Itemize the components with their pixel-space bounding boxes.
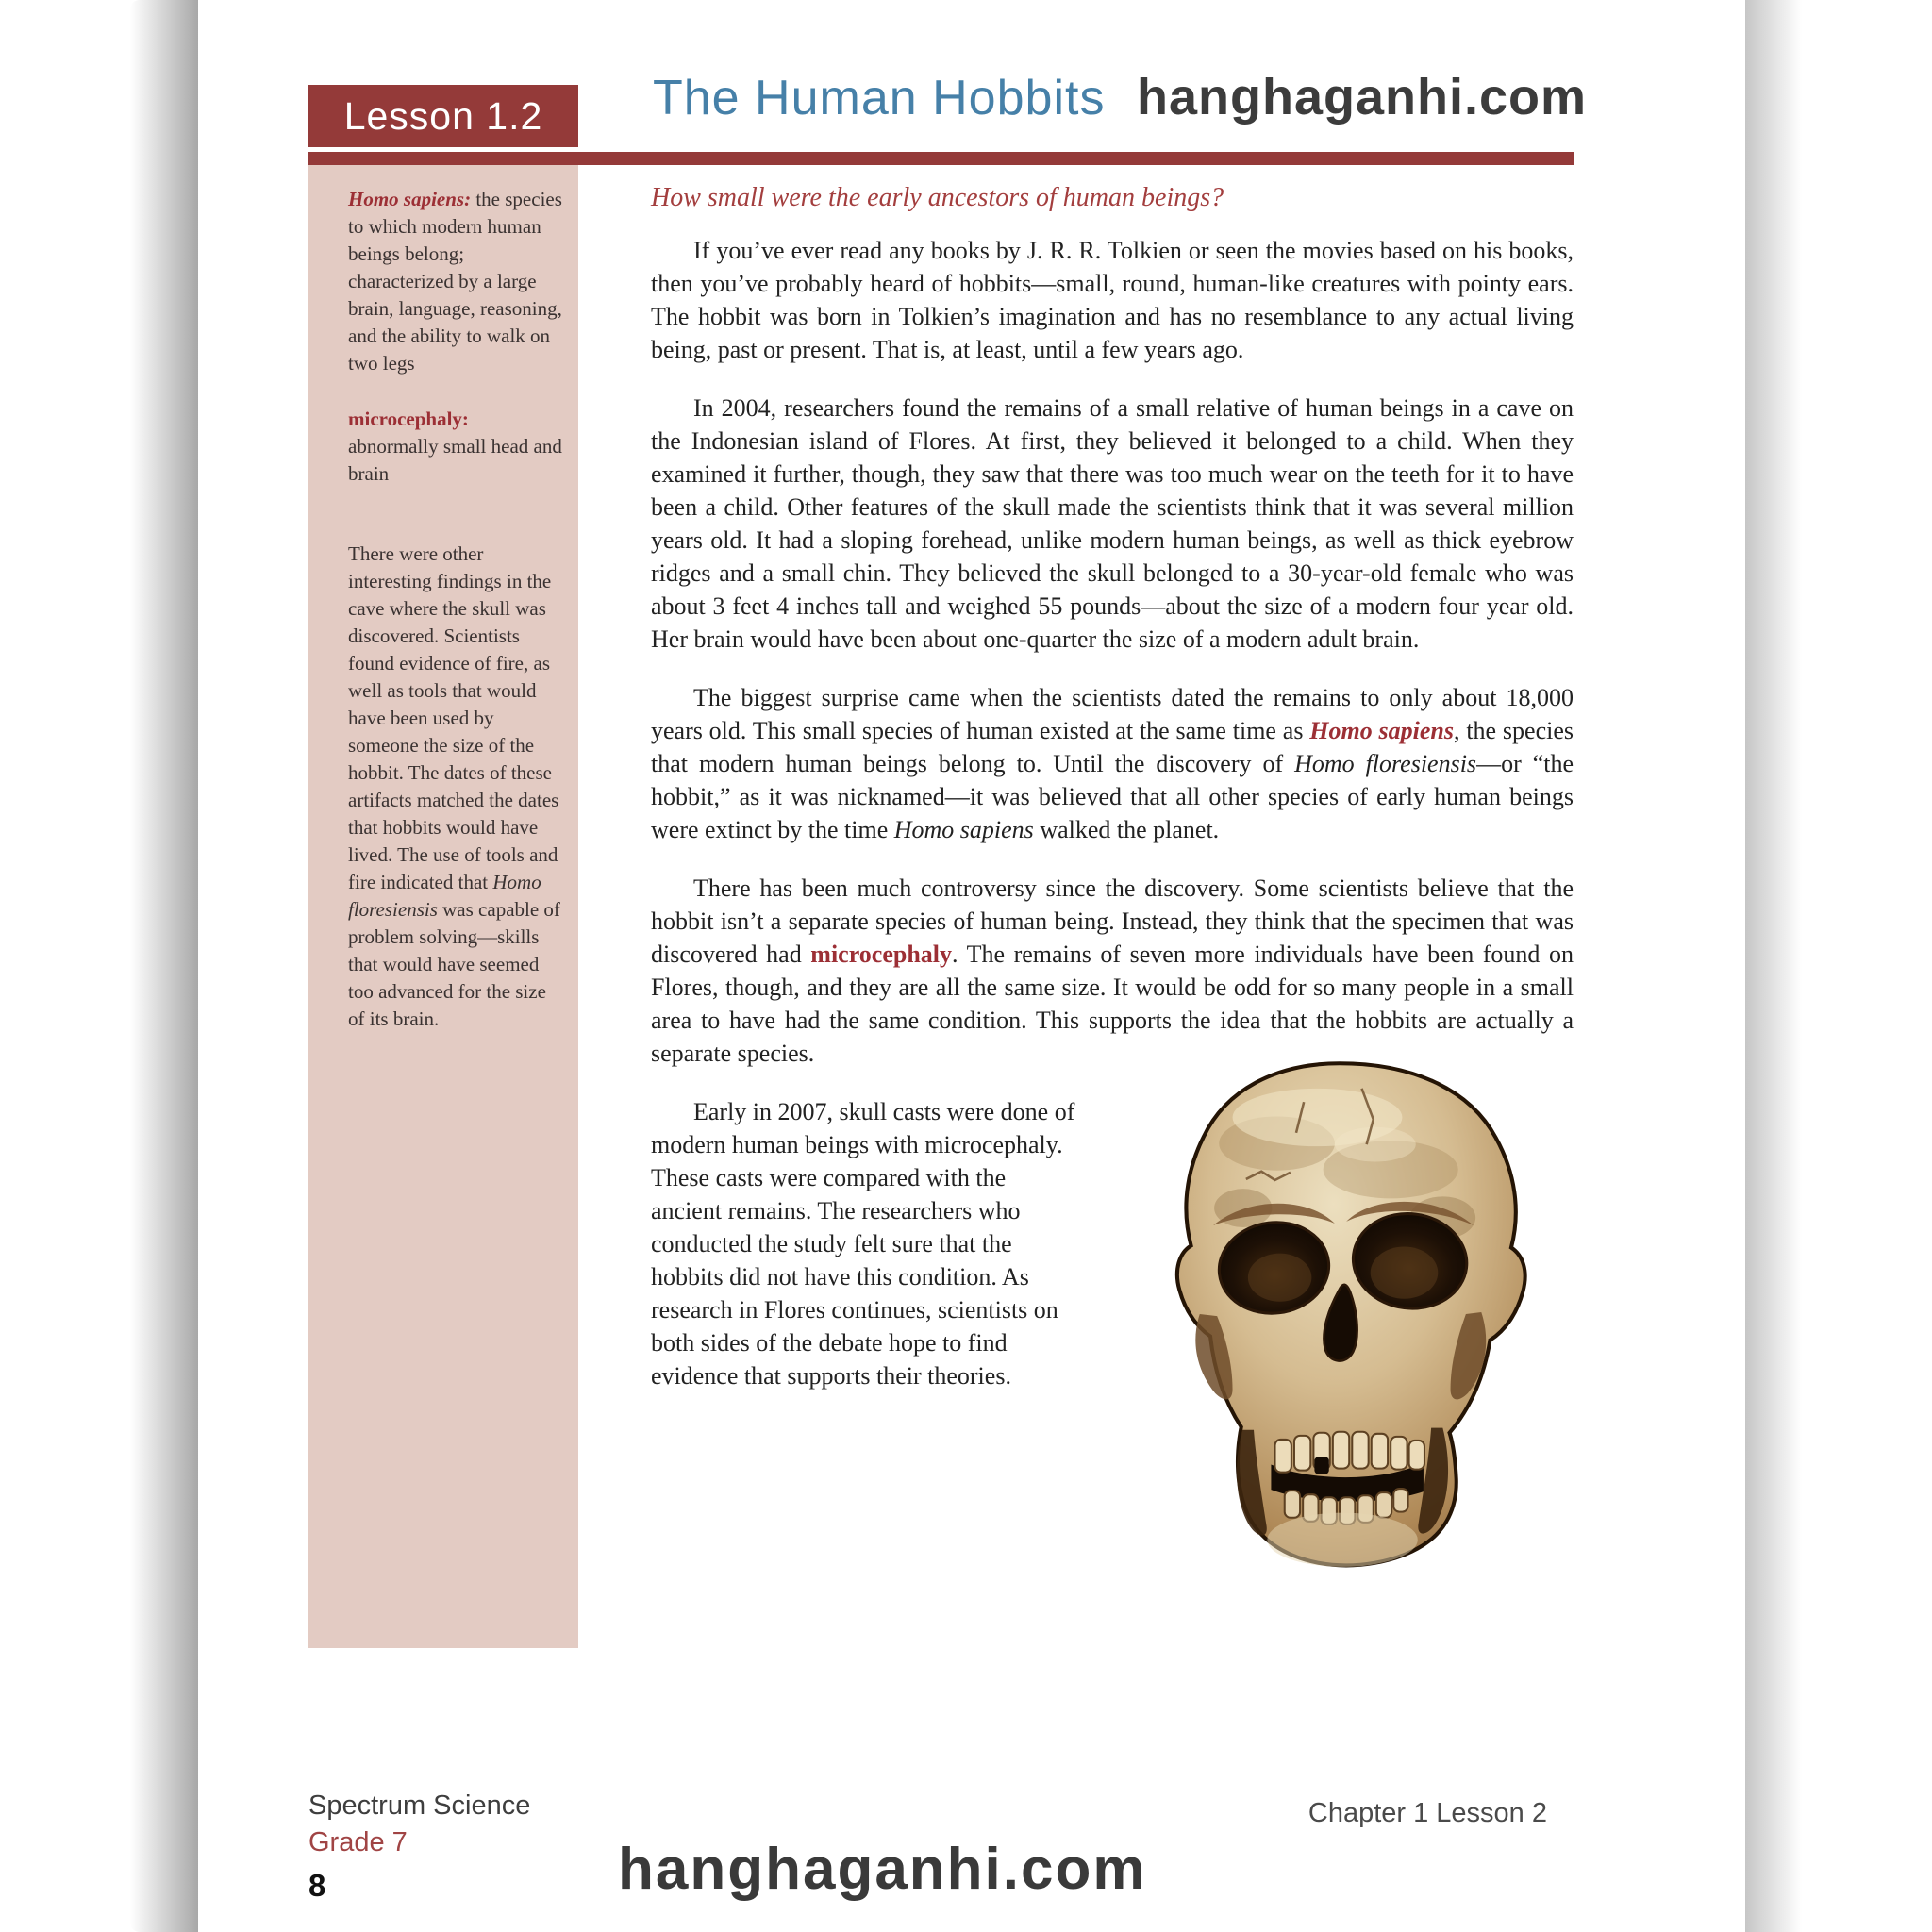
watermark-top: hanghaganhi.com — [1137, 69, 1588, 125]
paragraph-3 — [651, 681, 1574, 846]
lesson-badge: Lesson 1.2 — [308, 85, 578, 147]
text-run: Homo sapiens — [893, 816, 1034, 843]
definition-homo-sapiens — [348, 186, 563, 377]
sidebar-note — [348, 541, 563, 1033]
text-run: Homo sapiens — [1309, 717, 1455, 744]
text-run: was capable of problem solving—skills that would have seemed too advanced for the size of its brain. — [348, 898, 560, 1030]
footer-left — [308, 1790, 530, 1904]
text-run: the species to which modern human beings belong; characterized by a large brain, language, reasoning, and the ability to walk on two legs — [348, 188, 562, 375]
paragraph-4 — [651, 872, 1574, 1070]
text-run: There were other interesting findings in the cave where the skull was discovered. Scientists found evidence of fire, as well as tools that would have been used by someone the size of the hobbit. The dates of these artifacts matched the dates that hobbits would have lived. The use of tools and fire indicated that — [348, 542, 559, 893]
grade-label: Grade 7 — [308, 1827, 408, 1857]
skull-icon — [1132, 1052, 1547, 1573]
text-run: , the species that modern human beings belong to. Until the discovery of — [651, 717, 1574, 777]
series-title: Spectrum Science — [308, 1790, 531, 1821]
paragraph-2 — [651, 391, 1574, 656]
watermark-bottom: hanghaganhi.com — [618, 1837, 1147, 1902]
text-run: . The remains of seven more individuals have been found on Flores, though, and they are all the same size. It would be odd for so many people in a small area to have had the same condition. This supports the idea that the hobbits are actually a separate species. — [651, 941, 1574, 1067]
text-run: Early in 2007, skull casts were done of modern human beings with microcephaly. These casts were compared with the ancient remains. The researchers who conducted the study felt sure that the hobbits did not have this condition. As research in Flores continues, scientists on both sides of the debate hope to find evidence that supports their theories. — [651, 1098, 1075, 1390]
text-run: In 2004, researchers found the remains of a small relative of human beings in a cave on the Indonesian island of Flores. At first, they believed it belonged to a child. When they examined it further, though, they saw that there was too much wear on the teeth for it to have been a child. Other features of the skull made the scientists think that it was several million years old. It had a sloping forehead, unlike modern human beings, as well as thick eyebrow ridges and a small chin. They believed the skull belonged to a 30-year-old female who was about 3 feet 4 inches tall and weighed 55 pounds—about the size of a modern four year old. Her brain would have been about one-quarter the size of a modern adult brain. — [651, 394, 1574, 653]
text-run: If you’ve ever read any books by J. R. R. Tolkien or seen the movies based on his books, then you’ve probably heard of hobbits—small, round, human-like creatures with pointy ears. The hobbit was born in Tolkien’s imagination and has no resemblance to any actual living being, past or present. That is, at least, until a few years ago. — [651, 237, 1574, 363]
text-run: Homo floresiensis — [1294, 750, 1477, 777]
hobbit-skull-illustration — [1132, 1052, 1547, 1577]
text-run: microcephaly: — [348, 408, 469, 430]
page-edge-shadow-right — [1745, 0, 1802, 1932]
definition-microcephaly — [348, 406, 563, 488]
vocabulary-sidebar — [308, 165, 578, 1648]
lead-question: How small were the early ancestors of human beings? — [651, 183, 1224, 212]
text-and-illustration-row — [651, 1095, 1574, 1577]
text-run: The biggest surprise came when the scientists dated the remains to only about 18,000 years old. This small species of human existed at the same time as — [651, 684, 1574, 744]
text-run: walked the planet. — [1033, 816, 1220, 843]
page-title: The Human Hobbits — [653, 71, 1106, 125]
text-run: There has been much controversy since the discovery. Some scientists believe that the hobbit isn’t a separate species of human being. Instead, they think that the specimen that was discovered had — [651, 874, 1574, 968]
paragraph-5 — [651, 1095, 1077, 1392]
text-run: —or “the hobbit,” as it was nicknamed—it was believed that all other species of early human beings were extinct by the time — [651, 750, 1574, 843]
paragraph-1 — [651, 234, 1574, 366]
text-run: Homo sapiens: — [348, 188, 472, 210]
chapter-label: Chapter 1 Lesson 2 — [1307, 1798, 1547, 1828]
text-run: Homo floresiensis — [348, 871, 541, 921]
page-edge-shadow-left — [130, 0, 198, 1932]
page-number: 8 — [308, 1868, 326, 1903]
text-run: abnormally small head and brain — [348, 435, 562, 485]
text-run: microcephaly — [810, 941, 952, 968]
article — [651, 170, 1574, 1577]
header-rule — [308, 152, 1574, 165]
